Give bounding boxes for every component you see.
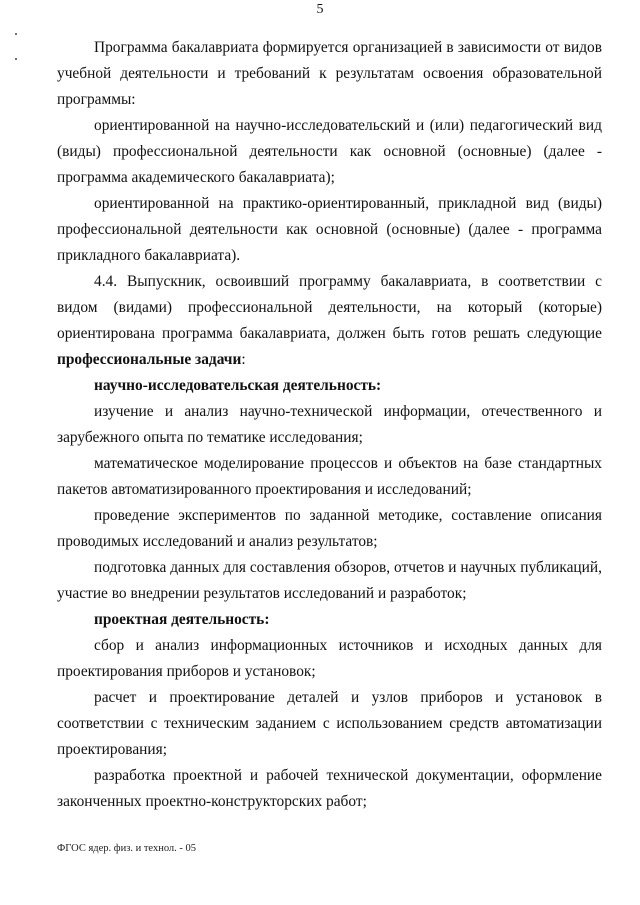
paragraph-applied: ориентированной на практико-ориентированный, прикладной вид (виды) профессиональной деятельности как основной (основные) (далее - программа прикладного бакалавриата). (57, 195, 602, 264)
paragraph-4-4-tail: : (241, 351, 246, 368)
paragraph-design-2: расчет и проектирование деталей и узлов приборов и установок в соответствии с техническим заданием с использованием средств автоматизации проектирования; (57, 689, 602, 758)
paragraph-research-3: проведение экспериментов по заданной методике, составление описания проводимых исследований и анализ результатов; (57, 507, 602, 550)
professional-tasks-term: профессиональные задачи (57, 351, 242, 368)
paragraph-design-1: сбор и анализ информационных источников и исходных данных для проектирования приборов и установок; (57, 637, 602, 680)
page-number: 5 (316, 2, 324, 17)
paragraph-4-4 (57, 269, 602, 373)
paragraph-research-4: подготовка данных для составления обзоров, отчетов и научных публикаций, участие во внедрении результатов исследований и разработок; (57, 559, 602, 602)
paragraph-research-1: изучение и анализ научно-технической информации, отечественного и зарубежного опыта по тематике исследования; (57, 403, 602, 446)
paragraph-research-2: математическое моделирование процессов и объектов на базе стандартных пакетов автоматизированного проектирования и исследований; (57, 455, 602, 498)
paragraph-4-4-text: 4.4. Выпускник, освоивший программу бакалавриата, в соответствии с видом (видами) профессиональной деятельности, на который (которые) ориентирована программа бакалавриата, должен быть готов решать следующие (57, 273, 602, 342)
heading-research-activity: научно-исследовательская деятельность: (94, 377, 382, 394)
paragraph-design-3: разработка проектной и рабочей технической документации, оформление законченных проектно-конструкторских работ; (57, 767, 602, 810)
scan-speck (15, 33, 17, 35)
heading-design-activity: проектная деятельность: (94, 611, 270, 628)
scan-speck (15, 58, 17, 60)
body-text (57, 35, 602, 815)
footer-note: ФГОС ядер. физ. и технол. - 05 (57, 843, 197, 854)
paragraph-academic: ориентированной на научно-исследовательский и (или) педагогический вид (виды) профессиональной деятельности как основной (основные) (далее - программа академического бакалавриата); (57, 117, 602, 186)
paragraph-intro: Программа бакалавриата формируется организацией в зависимости от видов учебной деятельности и требований к результатам освоения образовательной программы: (57, 39, 602, 108)
